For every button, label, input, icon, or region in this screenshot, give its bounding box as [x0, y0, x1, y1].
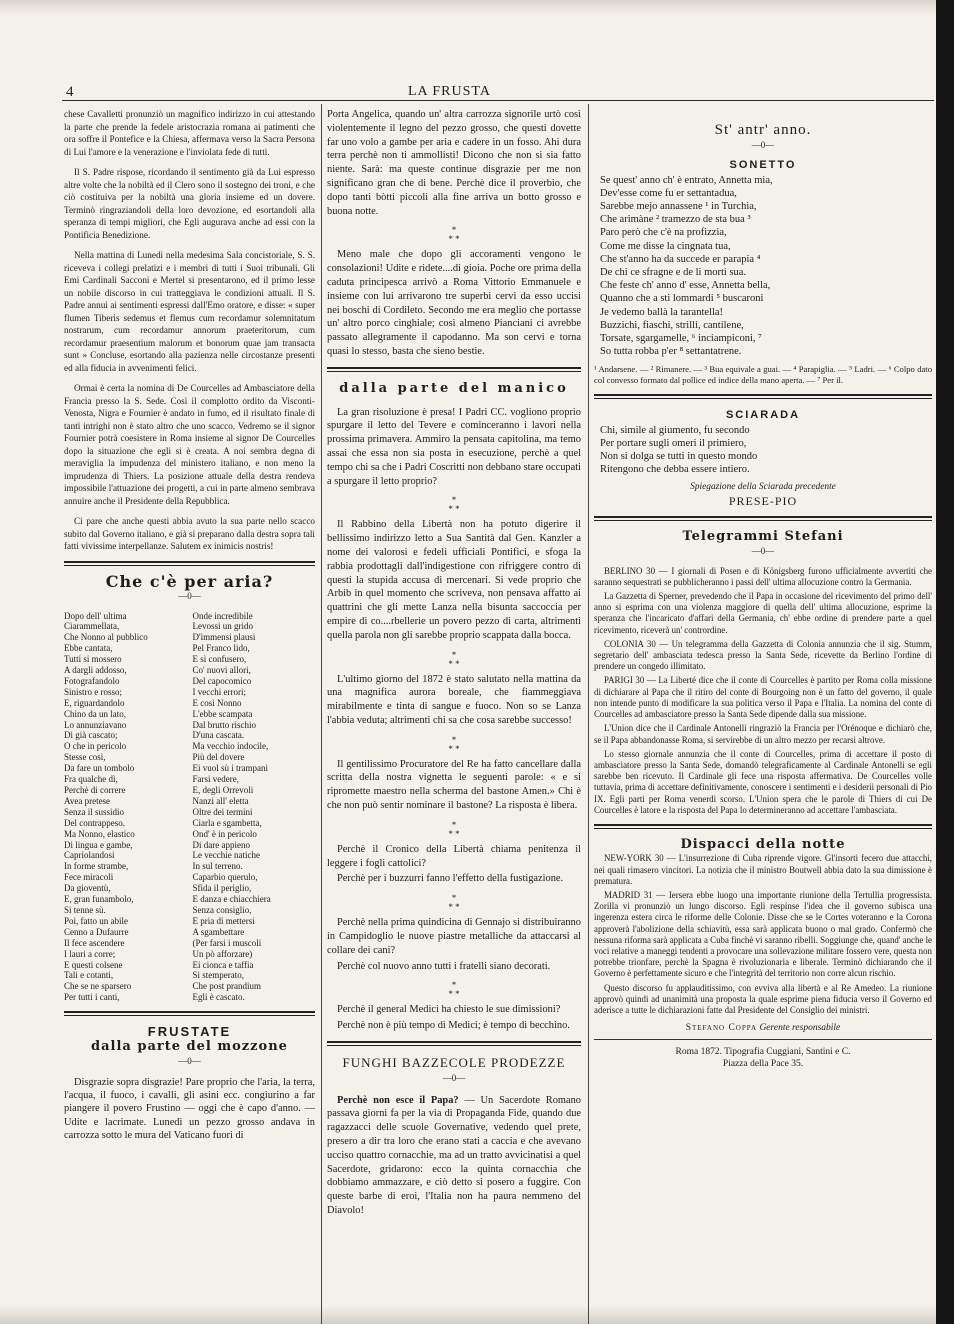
poem-line: Caparbio querulo, [192, 872, 258, 883]
article-paragraph: Porta Angelica, quando un' altra carrozza signorile urtò così violentemente il legno del pezzo grosso, che questi dovette far uno volo a gambe per aria e cadere in un fosso. Ahi dura terra perchè non ti ammollisti! Dicono che non si sia fatto niente. Sarà: ma queste continue disgrazie per me non significano gran che di bene. Perchè dice il proverbio, che dopo tanti bòtti piccoli alla fine arriva un botto grosso e buona notte. [327, 109, 581, 217]
column-3 [594, 108, 932, 1070]
section-rule [327, 367, 581, 372]
asterism: * * * [448, 495, 460, 515]
telegram: COLONIA 30 — Un telegramma della Gazzetta di Colonia annunzia che il sig. Stumm, segretario dell' ambasciata tedesca presso la Santa Sede, ricevette da Berlino l'ordine di prendere un congedo illimitato. [594, 638, 932, 672]
section-title-telegrams: Telegrammi Stefani [682, 528, 844, 544]
sonnet-line: De chi ce sfragne e de li morti sua. [600, 266, 747, 278]
section-title-sciarada: SCIARADA [725, 409, 801, 422]
poem-line: A sgambettare [192, 926, 245, 937]
sonnet-line: So tutta robba p'er ⁸ settantatrene. [600, 346, 742, 358]
masthead: LA FRUSTA [408, 84, 491, 99]
asterism: * * * [448, 980, 460, 1000]
poem-line: Di già cascato; [64, 730, 118, 741]
poem-line: Il fece ascendere [64, 937, 125, 948]
page-edge-right [936, 0, 954, 1324]
sonnet-line: Torsate, sgargamelle, ⁶ inciampiconi, ⁷ [600, 332, 762, 344]
sonnet-line: Buzzichi, fiaschi, strilli, cantilene, [600, 319, 744, 331]
poem-line: Sfida il periglio, [192, 883, 252, 894]
poem-line: Ebbe cantata, [64, 643, 113, 654]
poem-line: Fotografandolo [64, 675, 120, 686]
sonnet-line: Che st'anno ha da succede er parapia ⁴ [600, 253, 761, 265]
poem-line: D'immensi plausi [192, 632, 256, 643]
column-2 [327, 108, 581, 1226]
poem-line: Poi, fatto un abile [64, 915, 128, 926]
poem-line: Che post prandium [192, 981, 261, 992]
sonnet-line: Se quest' anno ch' è entrato, Annetta mia, [600, 174, 773, 186]
article-paragraph: Perchè il Cronico della Libertà chiama penitenza il leggere i fogli cattolici? [327, 843, 581, 869]
poem-line: Cenno a Dufaurre [64, 926, 129, 937]
printer-line-1: Roma 1872. Tipografia Cuggiani, Santini e C. [675, 1046, 851, 1057]
poem-line: Più del dovere [192, 752, 245, 763]
poem-line: O che in pericolo [64, 741, 127, 752]
section-rule [327, 1041, 581, 1046]
poem-line: Senza il sussidio [64, 806, 124, 817]
article-paragraph: Perchè nella prima quindicina di Gennajo si distribuiranno in Campidoglio le nuove piastre metalliche da attaccarsi al collare dei cani? [327, 917, 581, 956]
poem-line: E sì confusero, [192, 654, 247, 665]
sonnet-line: Sarebbe mejo annassene ¹ in Turchia, [600, 200, 757, 212]
article-paragraph [327, 1094, 581, 1218]
footnotes: ¹ Andarsene. — ² Rimanere. — ³ Bua equivale a guai. — ⁴ Parapiglia. — ⁵ Ladri. — ⁶ Colpo dato col convesso formato dal pollice ed indice della mano aperta. — ⁷ Per il. [594, 364, 932, 386]
article-paragraph: chese Cavalletti pronunziò un magnifico indirizzo in cui attestando la parte che prende la fedele aristocrazia romana ai patimenti che ora soffre il Pontefice e la Chiesa, affermava verso la Sacra Persona di Lui l'amore e la venerazione e l'inviolata fede di tutti. [64, 109, 315, 157]
signature-name: Stefano Coppa [685, 1023, 758, 1034]
sonnet-line: Dev'esse come fu er settantadua, [600, 187, 737, 199]
poem-line: Onde incredibile [192, 610, 253, 621]
header-rule [62, 100, 934, 101]
poem-line: In sul terreno. [192, 861, 243, 872]
article-paragraph: Il Rabbino della Libertà non ha potuto digerire il bellissimo indirizzo letto a Sua Santità dal Gen. Kanzler a nome dei valorosi e fedeli ufficiali Pontifici, e sfoga la rabbia prodottagli dall'indigestione con rifriggere contro di questi la stupida accusa di mercenari. Si vede proprio che Arbib in quel momento che scriveva, non pensava affatto ai quattrini che gli mette Lanza nella bisunta saccoccia per empire di co....rbellerie un povero pezzo di carta, altrimenti quella parola non gli sarebbe proprio scappata dalla bocca. [327, 519, 581, 641]
poem-line: Del contrappeso. [64, 817, 125, 828]
telegram: L'Union dice che il Cardinale Antonelli ringraziò la Francia per l'Orénoque e dichiarò che, se il Papa abbandonasse Roma, si servirebbe di un altro mezzo per recarsi altrove. [594, 723, 932, 745]
section-rule [64, 561, 315, 566]
poem-line: Fra qualche dì, [64, 774, 118, 785]
telegram: Lo stesso giornale annunzia che il conte di Courcelles, prima di accettare il posto di ambasciatore presso la Santa Sede, domandò telegraficamente al Cardinale Antonelli se egli sarebbe ben ricevuto. Il Cardinale gli fece una risposta affermativa. De Courcelles volle tuttavia, prima di accettare definitivamente, conoscere i sentimenti e i desiderii personali di Pio IX. Egli parti per Roma venerdì scorso. L'Union spera che le parole di Thiers di cui De Courcelles è latore e la risposta del Papa lo determineranno ad accettare l'ambasciata. [594, 748, 932, 815]
sciarada-line: Non si dolga se tutti in questo mondo [600, 451, 758, 463]
poem-line: Di lingua e gambe, [64, 839, 133, 850]
article-lead: Perchè non esce il Papa? [337, 1094, 459, 1106]
poem-line: Fece miracoli [64, 872, 114, 883]
poem-line: Tutti si mossero [64, 654, 122, 665]
column-1 [64, 108, 315, 1143]
poem-line: Pel Franco lido, [192, 643, 250, 654]
poem-line: In forme strambe, [64, 861, 129, 872]
poem-line: I lauri a corre; [64, 948, 116, 959]
column-separator-1 [321, 104, 322, 1324]
poem-line: Che Nonno al pubblico [64, 632, 148, 643]
ornament: —0— [178, 591, 201, 601]
poem-line: Co' nuovi allori, [192, 665, 251, 676]
poem-verses [64, 611, 315, 1004]
section-subtitle: dalla parte del mozzone [91, 1038, 288, 1054]
page-number: 4 [66, 84, 74, 100]
telegram: BERLINO 30 — I giornali di Posen e di Königsberg furono ufficialmente avvertiti che saranno sequestrati se pubblicheranno i passi dell' ultima allocuzione contro la Germania. [594, 565, 932, 587]
poem-column-left [64, 611, 187, 1004]
poem-line: Tali e cotanti, [64, 970, 114, 981]
poem-line: Ei cionca e taffia [192, 959, 254, 970]
article-body: — Un Sacerdote Romano passava giorni fa per la via di Propaganda Fide, quando due ragazzacci delle scuole Governative, vedendo quel prete, presero a dir tra loro che erano stati a caccia e che avevano ucciso quattro cornacchie, ma ad un tratto avvicinatisi a quel Sacerdote, gridarono: ecco la quinta cornacchia che dobbiamo ammazzare, e ciò detto si posero a fuggire. Con queste barbe di eroi, l'Italia non ha paura nemmeno del Diavolo! [327, 1094, 581, 1217]
article-paragraph: Nella mattina di Lunedì nella medesima Sala concistoriale, S. S. riceveva i collegi prelatizi e i membri di tutti i Suoi tribunali. Gli Emi Cardinali Sacconi e Mertel si presentarono, ed il primo lesse un nobile discorso in cui tratteggiava le condizioni attuali. Il S. Padre annuì ai sentimenti espressi dall'Emo oratore, e disse: « super flumen Tiberis sedemus et flemus cum recordamur solemnitatum nostrarum, cum recordamur annorum praeteritorum, cum recordamur praesentium malorum et bonorum quae jam transacta sunt » Concluse, esortando alla pazienza nelle circostanze presenti ed alla fiducia in avvenimenti felici. [64, 250, 315, 373]
poem-line: Oltre dei termini [192, 806, 253, 817]
section-title-manico: dalla parte del manico [339, 380, 569, 396]
sonnet-line: Come me disse la cingnata tua, [600, 240, 731, 252]
printer-imprint [594, 1046, 932, 1070]
sciarada-line: Per portare sugli omeri il primiero, [600, 438, 747, 450]
poem-line: Perchè di correre [64, 785, 126, 795]
sonnet-line: Paro però che c'è na profizzia, [600, 227, 727, 239]
telegram: La Gazzetta di Sperner, prevedendo che il Papa in occasione del ricevimento del primo dell' anno si esprima con una violenza maggiore di quella dell' ultima allocuzione, esprime la speranza che l'incaricato d'affari della Germania, ch' ebbe ordine di prendere parte a quel ricevimento, riceverà un' contrordine. [594, 591, 932, 635]
poem-line: Sinistro e rosso; [64, 686, 123, 697]
ornament: —0— [751, 139, 775, 150]
poem-line: Ma Nonno, elastico [64, 828, 135, 839]
poem-line: Nanzi all' eletta [192, 795, 249, 806]
poem-line: E, gran funambolo, [64, 894, 134, 905]
poem-line: (Per farsi i muscoli [192, 937, 262, 948]
sonnet-line: Quanno che a sti lommardi ⁵ buscaroni [600, 293, 764, 305]
poem-line: E, degli Orrevoli [192, 785, 254, 795]
article-paragraph: Perchè col nuovo anno tutti i fratelli siano decorati. [337, 960, 551, 972]
asterism: * * * [448, 649, 460, 669]
sciarada-explanation-label: Spiegazione della Sciarada precedente [690, 481, 836, 492]
poem-line: D'una cascata. [192, 730, 245, 741]
poem-line: Che se ne sparsero [64, 981, 132, 992]
article-paragraph: Ormai è certa la nomina di De Courcelles ad Ambasciatore della Francia presso la S. Sede. Così il complotto ordito da Visconti-Venosta, Nigra e Fournier è andato in fumo, ed il risultato finale di tanti intrighi non è stato altro che uno scacco. Vedremo se il signor Fournier potrà coesistere in Roma insieme al signor De Courcelles dopo la situazione che egli si è creata. A noi sembra degna di meraviglia la impudenza del ministero italiano, e non meno la imprudenza di Thiers. La posizione attuale della destra rendeva impossibile l'attuazione dei progetti, a cui in parte almeno sembrava annuire anche il Presidente della Repubblica. [64, 383, 315, 506]
poem-line: Ciarammellata, [64, 621, 120, 632]
poem-line: E pria di mettersi [192, 915, 255, 926]
article-paragraph: Il gentilissimo Procuratore del Re ha fatto cancellare dalla scritta della nostra vignetta le seguenti parole: « e si ripromette maestro nella scherma del bastone Amen.» Chi è che non può sentir nominare il bastone? La risposta è libera. [327, 758, 581, 812]
article-paragraph: Meno male che dopo gli accoramenti vengono le consolazioni! Udite e ridete....di gioia. Poche ore prima della caduta principesca arrivò a Roma Vittorio Emmanuele e insieme con lui arrivarono tre superbi cervi da esso uccisi nei boschi di Cordileto. Secondo me era meglio che portasse un' altro porco cinghiale; così almeno Pianciani ci avrebbe passato allegramente il capodanno. Ma son cervi e torna quasi lo stesso, basta che sieno bestie. [327, 249, 581, 357]
poem-line: Avea pretese [64, 795, 111, 806]
poem-line: Dopo dell' ultima [64, 610, 127, 621]
article-paragraph: Il S. Padre rispose, ricordando il sentimento già da Lui espresso altre volte che la nobiltà ed il Clero sono il sostegno dei troni, e che ciò costituiva per la nobiltà una gloria insieme ed un dovere. Terminò ringraziandoli della loro devozione, ed esortandoli alla speranza di tempi migliori, che Egli augurava anche ad essi con la Pontificia Benedizione. [64, 167, 315, 240]
article-paragraph: Perchè non è più tempo di Medici; è tempo di becchino. [337, 1020, 570, 1032]
poem-line: Ei vuol sù i trampani [192, 763, 268, 774]
article-paragraph: Perchè per i buzzurri fanno l'effetto della fustigazione. [337, 873, 564, 885]
poem-line: Chino da un lato, [64, 708, 126, 719]
section-rule [594, 394, 932, 399]
sonnet-label: SONETTO [729, 159, 797, 171]
sonnet-line: Je vedemo ballà la tarantella! [600, 306, 724, 318]
telegram: PARIGI 30 — La Liberté dice che il conte di Courcelles è partito per Roma colla missione di dichiarare al Papa che il ritiro del conte di Bourgoing non è un fatto del governo, il quale non intende punto di modificare la sua politica verso il Papa e l'Italia. La nomina del conte di Courcelles ad ambasciatore presso la Santa Sede dipende dalla sua missione. [594, 675, 932, 720]
article-paragraph: Perchè il general Medici ha chiesto le sue dimissioni? [337, 1004, 561, 1016]
sonnet-line: Che arimàne ² tramezzo de sta bua ³ [600, 214, 751, 226]
poem-line: Ma vecchio indocile, [192, 741, 269, 752]
article-paragraph: L'ultimo giorno del 1872 è stato salutato nella mattina da una magnifica aurora boreale, che fiammeggiava mirabilmente e tinta di sangue e fuoco. Non so se Lanza l'abbia veduta; altrimenti chi sa che cosa sarebbe successo! [327, 673, 581, 726]
poem-line: Ond' è in pericolo [192, 828, 257, 839]
poem-line: Dal brutto rischio [192, 719, 256, 730]
poem-line: L'ebbe scampata [192, 708, 253, 719]
section-title-frustate: FRUSTATE [147, 1024, 232, 1040]
poem-line: Ciarla e sgambetta, [192, 817, 262, 828]
dispatch: Questo discorso fu applauditissimo, con evviva alla libertà e al Re Amedeo. La riunione approvò quindi ad unanimità una proposta la quale esprime piena fiducia verso il Governo ed aderisce a tutte le dichiarazioni fatte dal Presidente del Consiglio dei ministri. [594, 982, 932, 1016]
poem-line: E danza e chiacchiera [192, 894, 271, 905]
poem-line: Da fare un tombolo [64, 763, 135, 774]
poem-line: Le vecchie natiche [192, 850, 260, 861]
section-rule [594, 516, 932, 521]
poem-line: Del capocomico [192, 675, 252, 686]
poem-line: Capriolandosi [64, 850, 115, 861]
asterism: * * * [448, 893, 460, 913]
poem-line: Senza consiglio, [192, 904, 252, 915]
asterism: * * * [448, 819, 460, 839]
poem-line: A dargli addosso, [64, 665, 127, 676]
asterism: * * * [448, 734, 460, 754]
poem-line: Egli è cascato. [192, 992, 245, 1003]
ornament: —0— [178, 1056, 201, 1067]
section-rule [64, 1011, 315, 1016]
poem-line: Da gioventù, [64, 883, 111, 894]
printer-line-2: Piazza della Pace 35. [722, 1058, 804, 1069]
poem-line: E così Nonno [192, 697, 242, 708]
signature-role: Gerente responsabile [759, 1023, 841, 1034]
sonnet-line: Che feste ch' anno d' esse, Annetta bella, [600, 280, 771, 292]
article-paragraph: La gran risoluzione è presa! I Padri CC. vogliono proprio spurgare il letto del Tevere e cominceranno i lavori nella prossima primavera. Ammiro la pensata capitolina, ma temo assai che essa non sia posta in esecuzione, perchè a quel tempo chi sa che i Padri Coscritti non debbano stare occupati a spurgare il letto proprio? [327, 406, 581, 487]
ornament: —0— [751, 546, 775, 557]
poem-line: Un pò afforzare) [192, 948, 253, 959]
poem-line: Di dare appieno [192, 839, 250, 850]
section-rule [594, 824, 932, 829]
dispatch: MADRID 31 — Iersera ebbe luogo una importante riunione della Tertullia progressista. Zorilla vi pronunziò un lungo discorso. Egli respinse l'idea che il governo subisca una ingerenza estera circa le riforme delle Colonie. Disse che se le Cortes voteranno e la Corona approverà l'abolizione della schiavitù, essa sarà applicata buono o mal grado. Confermò che nessuna riforma sarà applicata a Cuba finchè vi saranno ribelli. Soggiunge che, quand' anche le voci relative a maneggi tendenti a provocare una sollevazione militare fossero vere, questa non potrebbe trionfare, perchè la Spagna è rivoluzionaria e liberale. Terminò dichiarando che il Governo è perfettamente sicuro e che l'integrità del territorio non corre alcun rischio. [594, 890, 932, 979]
sciarada-line: Ritengono che debba essere intiero. [600, 464, 750, 476]
article-paragraph: Disgrazie sopra disgrazie! Pare proprio che l'aria, la terra, l'acqua, il fuoco, i cavalli, gli asini ecc. congiurino a far piangere il povero Frustino — oggi che è capo d'anno. — Udite e lacrimate. Lunedì un pezzo grosso andava in carrozza sotto le mura del Vaticano fuori di [64, 1076, 315, 1142]
poem-line: Si stemperato, [192, 970, 244, 981]
poem-line: Per tutti i canti, [64, 992, 120, 1003]
page-edge-top [0, 0, 954, 14]
poem-line: Farsi vedere, [192, 774, 239, 785]
poem-line: I vecchi errori; [192, 686, 246, 697]
sciarada-verses [594, 424, 932, 477]
sciarada-answer: PRESE-PIO [728, 494, 798, 509]
poem-line: Si tenne sù. [64, 904, 106, 915]
poem-line: Lo annunziavano [64, 719, 127, 730]
poem-line: Stesse così, [64, 752, 106, 763]
ornament: —0— [442, 1072, 466, 1083]
section-title-funghi: FUNGHI BAZZECOLE PRODEZZE [342, 1055, 566, 1071]
page-edge-bottom [0, 1306, 954, 1324]
column-separator-2 [588, 104, 589, 1324]
sonnet-verses [594, 174, 932, 359]
section-title-dispacci: Dispacci della notte [680, 836, 846, 852]
poem-title: Che c'è per aria? [105, 571, 274, 591]
dispatch: NEW-YORK 30 — L'insurrezione di Cuba riprende vigore. Gl'insorti fecero due attacchi, nei quali rimasero vincitori. La notizia che il ministro Boutwell abbia dato la sua dimissione è prematura. [594, 853, 932, 886]
article-paragraph: Ci pare che anche questi abbia avuto la sua parte nello scacco subito dal Governo italiano, e già si preparano dalla destra sopra tali fatti vivissime interpellanze. Salutem ex inimicis nostris! [64, 516, 315, 551]
poem-line: E questi colsene [64, 959, 123, 970]
asterism: * * * [448, 225, 460, 245]
poem-line: Levossi un grido [192, 621, 253, 632]
poem-title-anno: St' antr' anno. [714, 122, 812, 138]
signature [594, 1022, 932, 1035]
poem-column-right [193, 611, 316, 1004]
sciarada-line: Chi, simile al giumento, fu secondo [600, 424, 750, 436]
poem-line: E, riguardandolo [64, 697, 125, 708]
